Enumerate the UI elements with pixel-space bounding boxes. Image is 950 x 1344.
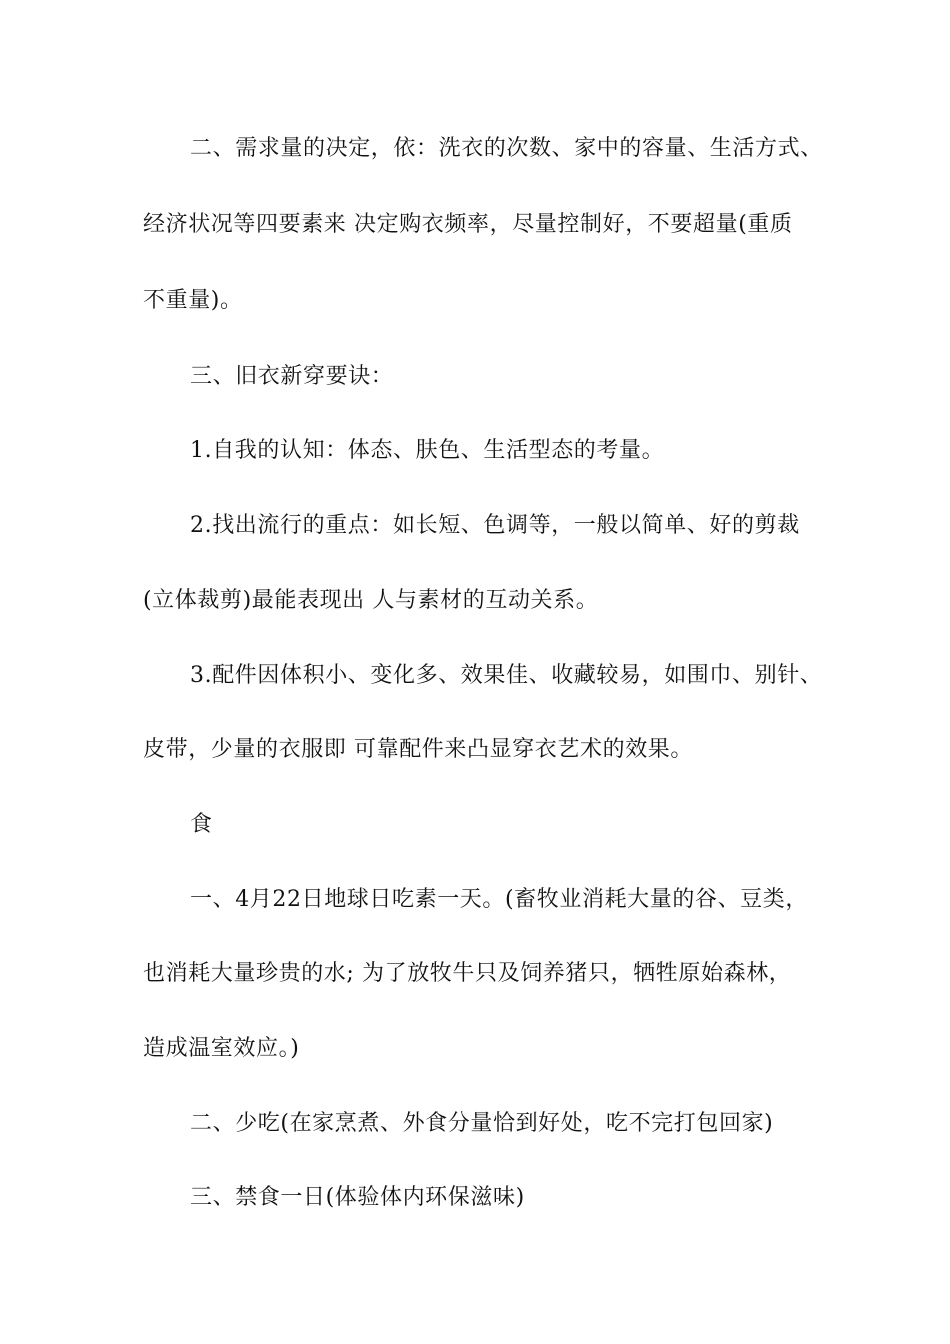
paragraph-line: 不重量)。 [143, 288, 243, 313]
paragraph-line: 三、旧衣新穿要诀： [190, 364, 394, 389]
paragraph-line: 2.找出流行的重点：如长短、色调等，一般以简单、好的剪裁 [190, 513, 800, 538]
paragraph-line: 经济状况等四要素来 决定购衣频率，尽量控制好，不要超量(重质 [143, 212, 793, 237]
paragraph-line: 皮带，少量的衣服即 可靠配件来凸显穿衣艺术的效果。 [143, 737, 693, 762]
paragraph-line: 二、需求量的决定，依：洗衣的次数、家中的容量、生活方式、 [190, 136, 823, 161]
paragraph-line: 三、禁食一日(体验体内环保滋味) [190, 1185, 525, 1210]
paragraph-line: 二、少吃(在家烹煮、外食分量恰到好处，吃不完打包回家) [190, 1111, 774, 1136]
paragraph-line: 1.自我的认知：体态、肤色、生活型态的考量。 [190, 438, 665, 463]
paragraph-line: 也消耗大量珍贵的水; 为了放牧牛只及饲养猪只，牺牲原始森林， [143, 961, 792, 986]
section-heading: 食 [190, 812, 213, 837]
paragraph-line: (立体裁剪)最能表现出 人与素材的互动关系。 [143, 588, 599, 613]
paragraph-line: 一、4月22日地球日吃素一天。(畜牧业消耗大量的谷、豆类， [190, 887, 808, 912]
paragraph-line: 3.配件因体积小、变化多、效果佳、收藏较易，如围巾、别针、 [190, 663, 823, 688]
paragraph-line: 造成温室效应。) [143, 1036, 300, 1061]
